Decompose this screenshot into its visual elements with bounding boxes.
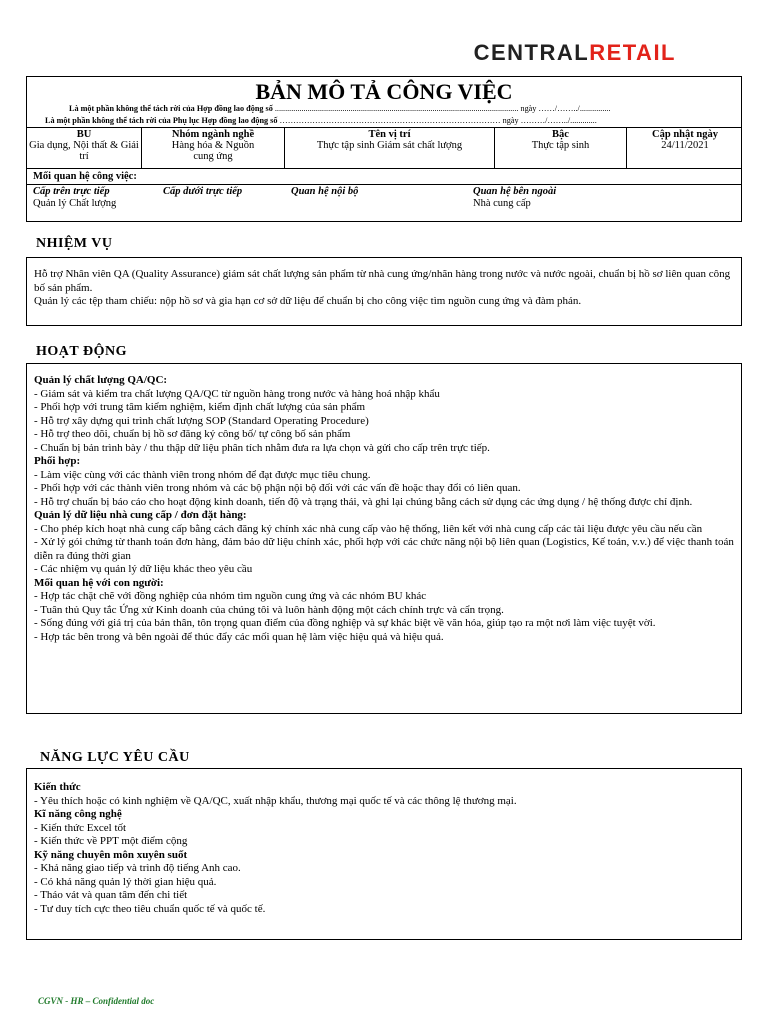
activities-title: HOẠT ĐỘNG <box>36 344 127 359</box>
bullet-item: - Làm việc cùng với các thành viên trong nhóm để đạt được mục tiêu chung. <box>34 468 371 481</box>
internal-relations <box>291 186 358 198</box>
appendix-subtitle-text: Là một phần không thể tách rời của Phụ lục Hợp đồng lao động số <box>45 116 278 125</box>
job-info-row <box>27 127 741 169</box>
direct-superior-value: Quản lý Chất lượng <box>33 198 117 209</box>
group-heading: Kỹ năng chuyên môn xuyên suốt <box>34 848 188 861</box>
bullet-item: - Yêu thích hoặc có kinh nghiệm về QA/QC, xuất nhập khẩu, thương mại quốc tế và các thông lệ thương mại. <box>34 794 517 807</box>
relations-title: Mối quan hệ công việc: <box>33 171 137 182</box>
logo-part-central: CENTRAL <box>473 40 590 65</box>
bullet-item: - Hợp tác bên trong và bên ngoài để thúc đẩy các mối quan hệ làm việc hiệu quả và hiệu quả. <box>34 630 444 643</box>
bullet-item: - Hỗ trợ chuẩn bị báo cáo cho hoạt động kinh doanh, tiến độ và trạng thái, và ghi lại chúng bằng cách sử dụng các ứng dụng / hệ thống được chỉ định. <box>34 495 693 508</box>
bullet-item: - Phối hợp với các thành viên trong nhóm và các bộ phận nội bộ đối với các vấn đề hoặc thay đổi có liên quan. <box>34 482 521 494</box>
relations-divider <box>27 184 741 185</box>
bullet-item: - Sống đúng với giá trị của bản thân, tôn trọng quan điểm của đồng nghiệp và sự khác biệt về văn hóa, giúp tạo ra một nơi làm việc tuyệt vời. <box>34 617 656 629</box>
group-heading: Quản lý dữ liệu nhà cung cấp / đơn đặt hàng: <box>34 509 247 521</box>
updated-value: 24/11/2021 <box>661 140 709 151</box>
company-logo <box>474 40 676 66</box>
duties-box <box>26 257 742 326</box>
bullet-item: - Phối hợp với trung tâm kiểm nghiệm, kiểm định chất lượng của sản phẩm <box>34 401 366 413</box>
group-heading: Kiến thức <box>34 781 81 793</box>
appendix-subtitle-blank: ……………………………………………………………………… ngày ………/……../............. <box>277 116 597 125</box>
level-cell <box>495 128 627 168</box>
footer-confidential: CGVN - HR – Confidential doc <box>38 996 155 1006</box>
document-title: BẢN MÔ TẢ CÔNG VIỆC <box>255 79 513 104</box>
duty-line: Quản lý các tệp tham chiếu: nộp hồ sơ và gia hạn cơ sở dữ liệu để chuẩn bị cho công việc tìm nguồn cung ứng và đàm phán. <box>34 295 582 307</box>
bullet-item: - Các nhiệm vụ quản lý dữ liệu khác theo yêu cầu <box>34 563 253 575</box>
group-heading: Quản lý chất lượng QA/QC: <box>34 374 168 386</box>
bullet-item: - Giám sát và kiểm tra chất lượng QA/QC từ nguồn hàng trong nước và hàng hoá nhập khẩu <box>34 387 440 400</box>
bullet-item: - Cho phép kích hoạt nhà cung cấp bằng cách đăng ký chính xác nhà cung cấp vào hệ thống, liên kết với nhà cung cấp các tài liệu được yêu cầu nếu cần <box>34 522 703 535</box>
bullet-item: - Kiến thức về PPT một điểm cộng <box>34 835 188 847</box>
bullet-item: - Khả năng giao tiếp và trình độ tiếng Anh cao. <box>34 862 241 874</box>
bullet-item: - Tư duy tích cực theo tiêu chuẩn quốc tế và quốc tế. <box>34 902 266 915</box>
duties-title: NHIỆM VỤ <box>36 236 113 251</box>
external-relations-value: Nhà cung cấp <box>473 198 531 209</box>
bu-cell <box>27 128 142 168</box>
bullet-item: - Tuân thủ Quy tắc Ứng xử Kinh doanh của chúng tôi và luôn hành động một cách chính trực và cẩn trọng. <box>34 603 504 616</box>
appendix-subtitle <box>45 116 597 125</box>
bu-label: BU <box>76 129 92 140</box>
group-heading: Phối hợp: <box>34 455 81 467</box>
level-label: Bậc <box>552 129 569 140</box>
logo-part-retail: RETAIL <box>589 40 676 65</box>
group-label: Nhóm ngành nghề <box>171 129 255 140</box>
updated-cell <box>627 128 743 168</box>
direct-superior-label: Cấp trên trực tiếp <box>33 186 110 197</box>
internal-relations-label: Quan hệ nội bộ <box>291 186 359 197</box>
bullet-item: - Tháo vát và quan tâm đến chi tiết <box>34 889 188 901</box>
group-value: Hàng hóa & Nguồn cung ứng <box>171 140 255 162</box>
position-label: Tên vị trí <box>368 129 411 140</box>
direct-subordinate <box>163 186 242 198</box>
bullet-item: - Hỗ trợ xây dựng qui trình chất lượng SOP (Standard Operating Procedure) <box>34 414 369 427</box>
competencies-title: NĂNG LỰC YÊU CẦU <box>40 750 190 765</box>
group-heading: Kĩ năng công nghệ <box>34 808 122 820</box>
group-cell <box>142 128 285 168</box>
position-value: Thực tập sinh Giám sát chất lượng <box>316 140 463 151</box>
contract-subtitle <box>69 104 611 113</box>
bu-value: Gia dụng, Nội thất & Giải trí <box>29 140 139 162</box>
bullet-item: - Có khả năng quản lý thời gian hiệu quả. <box>34 875 217 888</box>
duty-line: Hỗ trợ Nhân viên QA (Quality Assurance) giám sát chất lượng sản phẩm từ nhà cung ứng/nhãn hàng trong nước và nước ngoài, chuẩn bị hồ sơ liên quan công bố sản phẩm. <box>34 268 731 294</box>
group-heading: Mối quan hệ với con người: <box>34 576 164 589</box>
bullet-item: - Kiến thức Excel tốt <box>34 821 127 834</box>
direct-subordinate-label: Cấp dưới trực tiếp <box>163 186 243 197</box>
contract-subtitle-text: Là một phần không thể tách rời của Hợp đồng lao động số <box>69 104 273 113</box>
header-box <box>26 76 742 222</box>
bullet-item: - Hợp tác chặt chẽ với đồng nghiệp của nhóm tìm nguồn cung ứng và các nhóm BU khác <box>34 590 427 602</box>
direct-superior <box>33 186 116 210</box>
updated-label: Cập nhật ngày <box>652 129 718 140</box>
competencies-box <box>26 768 742 940</box>
bullet-item: - Hỗ trợ theo dõi, chuẩn bị hồ sơ đăng ký công bố/ tự công bố sản phẩm <box>34 428 351 440</box>
level-value: Thực tập sinh <box>531 140 590 151</box>
bullet-item: - Chuẩn bị bản trình bày / thu thập dữ liệu phân tích nhằm đưa ra lựa chọn và gửi cho cấp trên trực tiếp. <box>34 441 490 454</box>
position-cell <box>285 128 495 168</box>
contract-subtitle-blank: ....................................................................................................................... ngày ……/……../............... <box>272 104 611 113</box>
bullet-item: - Xử lý gói chứng từ thanh toán đơn hàng, đảm bảo dữ liệu chính xác, phối hợp với các chức năng nội bộ liên quan (Logistics, Kế toán, v.v.) để việc thanh toán diễn ra đúng thời gian <box>34 536 734 562</box>
activities-box <box>26 363 742 714</box>
external-relations <box>473 186 556 210</box>
external-relations-label: Quan hệ bên ngoài <box>473 186 557 197</box>
